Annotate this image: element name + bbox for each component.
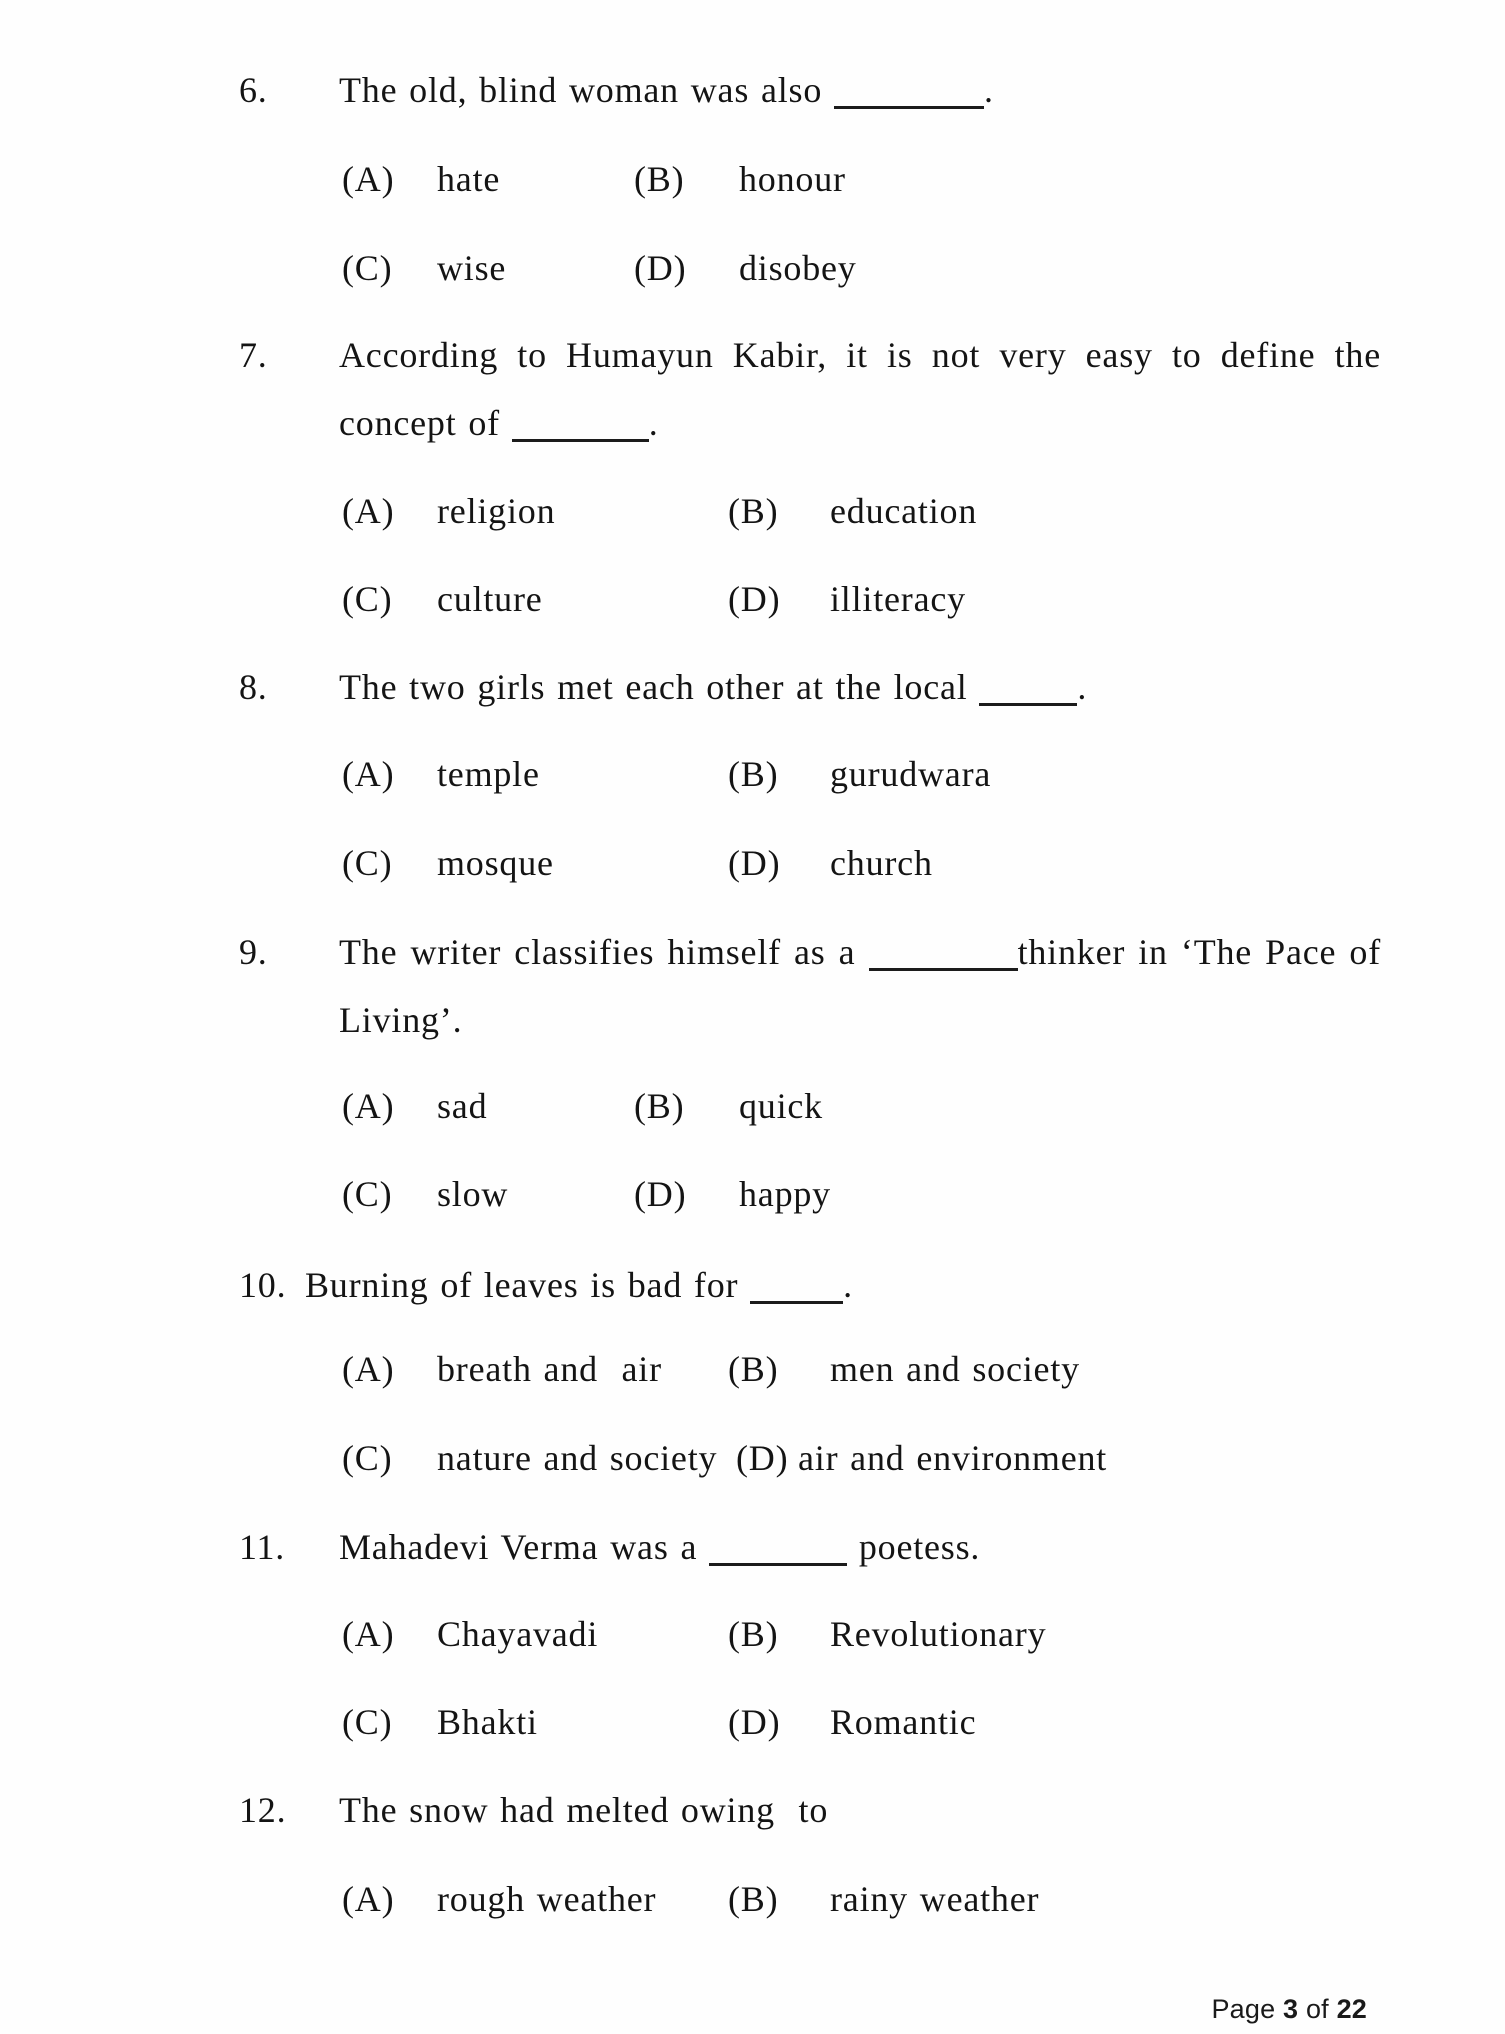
option-text: culture <box>437 579 543 619</box>
option-label: (B) <box>634 1086 685 1126</box>
option-label: (C) <box>342 843 393 883</box>
footer-of-word: of <box>1305 1994 1329 2024</box>
option-label: (B) <box>634 159 685 199</box>
option-text: disobey <box>739 248 857 288</box>
footer-page-word: Page <box>1211 1994 1276 2024</box>
option-label: (B) <box>728 1349 779 1389</box>
stem-text: thinker in ‘The Pace of <box>1017 932 1381 972</box>
option-label: (D) <box>728 843 781 883</box>
option-text: church <box>830 843 933 883</box>
option-label: (D) <box>736 1438 789 1478</box>
option-label: (D) <box>634 248 687 288</box>
option-label: (A) <box>342 1614 395 1654</box>
question-number: 9. <box>239 932 268 972</box>
stem-text: The old, blind woman was also <box>339 70 823 110</box>
options-row <box>342 1881 1039 1917</box>
option-text: air and environment <box>798 1438 1108 1478</box>
options-row <box>342 1704 976 1740</box>
option-text: quick <box>739 1086 823 1126</box>
option-text: Bhakti <box>437 1702 538 1742</box>
option-label: (A) <box>342 1879 395 1919</box>
question-stem-line2 <box>339 405 659 441</box>
question-stem: The snow had melted owing to <box>339 1790 829 1830</box>
question-stem <box>339 669 1087 705</box>
stem-text: Mahadevi Verma was a <box>339 1527 698 1567</box>
footer-total-pages: 22 <box>1336 1994 1367 2024</box>
options-row <box>342 1176 831 1212</box>
fill-in-blank-line <box>869 938 1018 971</box>
option-label: (C) <box>342 1174 393 1214</box>
question-number: 8. <box>239 667 268 707</box>
option-label: (C) <box>342 1702 393 1742</box>
option-label: (B) <box>728 1614 779 1654</box>
option-label: (D) <box>728 1702 781 1742</box>
option-label: (A) <box>342 754 395 794</box>
stem-text: . <box>1077 667 1088 707</box>
options-row <box>342 581 966 617</box>
fill-in-blank-line <box>750 1271 843 1304</box>
option-text: Revolutionary <box>830 1614 1047 1654</box>
option-text: happy <box>739 1174 831 1214</box>
fill-in-blank-line <box>979 673 1077 706</box>
question-number: 12. <box>239 1790 287 1830</box>
question-number: 6. <box>239 70 268 110</box>
fill-in-blank-line <box>834 76 984 109</box>
option-text: rainy weather <box>830 1879 1040 1919</box>
stem-text: . <box>648 403 659 443</box>
question-number: 7. <box>239 335 268 375</box>
options-row <box>342 161 846 197</box>
option-label: (A) <box>342 1086 395 1126</box>
stem-text: The two girls met each other at the local <box>339 667 968 707</box>
option-text: honour <box>739 159 846 199</box>
stem-text: concept of <box>339 403 500 443</box>
option-text: Romantic <box>830 1702 977 1742</box>
options-row <box>342 845 933 881</box>
options-row <box>342 1351 1080 1387</box>
stem-text: Burning of leaves is bad for <box>305 1265 739 1305</box>
option-text: mosque <box>437 843 554 883</box>
page-footer <box>1211 1994 1367 2025</box>
option-text: slow <box>437 1174 509 1214</box>
option-label: (C) <box>342 579 393 619</box>
question-stem-line2: Living’. <box>339 1000 463 1040</box>
options-row <box>342 1440 1107 1476</box>
option-text: religion <box>437 491 556 531</box>
option-text: sad <box>437 1086 488 1126</box>
stem-text: . <box>983 70 994 110</box>
options-row <box>342 756 991 792</box>
option-text: education <box>830 491 978 531</box>
option-label: (A) <box>342 159 395 199</box>
fill-in-blank-line <box>709 1533 847 1566</box>
option-label: (C) <box>342 1438 393 1478</box>
stem-text: The writer classifies himself as a <box>339 932 856 972</box>
option-text: nature and society <box>437 1438 718 1478</box>
options-row <box>342 250 857 286</box>
option-label: (C) <box>342 248 393 288</box>
option-label: (D) <box>728 579 781 619</box>
question-stem <box>339 934 1381 970</box>
option-text: breath and air <box>437 1349 662 1389</box>
question-stem <box>339 72 994 108</box>
option-text: Chayavadi <box>437 1614 599 1654</box>
option-text: gurudwara <box>830 754 992 794</box>
option-label: (B) <box>728 1879 779 1919</box>
fill-in-blank-line <box>512 409 649 442</box>
options-row <box>342 1616 1046 1652</box>
question-stem <box>339 1529 980 1565</box>
footer-page-number: 3 <box>1283 1994 1299 2024</box>
option-text: hate <box>437 159 501 199</box>
question-number: 11. <box>239 1527 286 1567</box>
option-label: (A) <box>342 491 395 531</box>
option-label: (B) <box>728 754 779 794</box>
stem-text: poetess. <box>858 1527 981 1567</box>
option-text: rough weather <box>437 1879 657 1919</box>
option-label: (D) <box>634 1174 687 1214</box>
option-text: illiteracy <box>830 579 966 619</box>
question-stem: According to Humayun Kabir, it is not very easy to define the <box>339 335 1381 375</box>
options-row <box>342 493 977 529</box>
option-label: (B) <box>728 491 779 531</box>
options-row <box>342 1088 823 1124</box>
stem-text: . <box>843 1265 853 1305</box>
option-label: (A) <box>342 1349 395 1389</box>
option-text: wise <box>437 248 507 288</box>
question-number: 10. <box>239 1265 287 1305</box>
question-stem <box>239 1267 853 1303</box>
option-text: temple <box>437 754 540 794</box>
option-text: men and society <box>830 1349 1080 1389</box>
